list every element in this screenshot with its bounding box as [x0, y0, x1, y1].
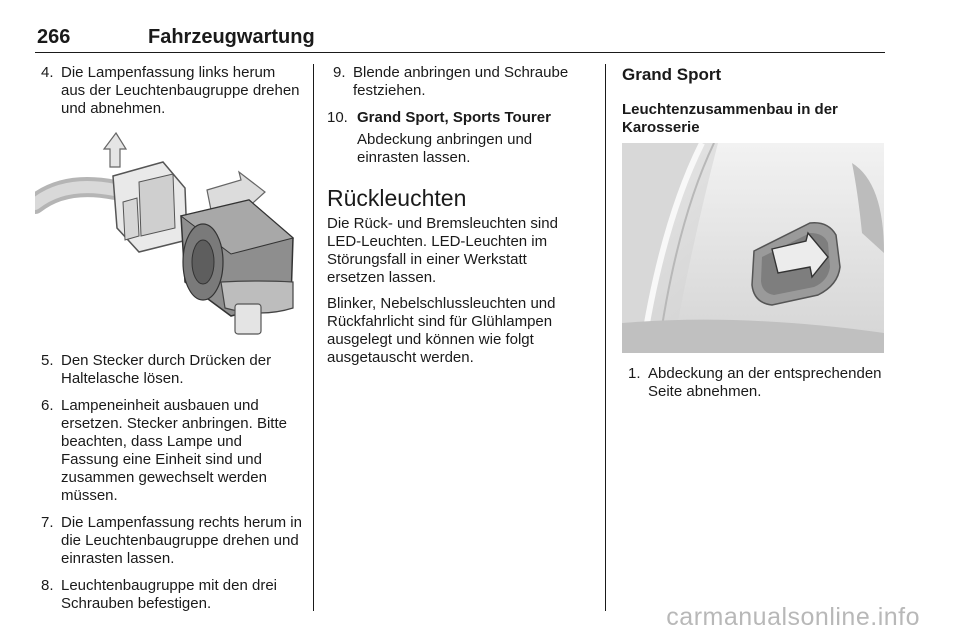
- step-text: Leuchtenbaugruppe mit den drei Schrauben befestigen.: [61, 577, 277, 612]
- column-middle: [327, 64, 585, 375]
- page-header: [35, 26, 885, 53]
- column-right: [622, 64, 884, 410]
- step-4: [35, 64, 303, 118]
- step-number: 6.: [41, 397, 54, 414]
- subsection-title: Grand Sport: [622, 65, 722, 84]
- step-number: 1.: [628, 365, 641, 382]
- step-text: Abdeckung anbringen und einrasten lassen.: [357, 131, 533, 166]
- column-divider: [605, 64, 606, 611]
- step-text: Die Lampenfassung links herum aus der Leuchtenbaugruppe drehen und abnehmen.: [61, 64, 300, 117]
- column-left: [35, 64, 303, 622]
- step-number: 8.: [41, 577, 54, 594]
- column-divider: [313, 64, 314, 611]
- step-8: [35, 577, 303, 613]
- step-number: 7.: [41, 514, 54, 531]
- step-number: 9.: [333, 64, 346, 81]
- step-number: 5.: [41, 352, 54, 369]
- step-text: Abdeckung an der entsprechenden Seite abnehmen.: [648, 365, 882, 400]
- chapter-title: Fahrzeugwartung: [148, 26, 315, 48]
- subsection-subtitle: Leuchtenzusammenbau in der Karosserie: [622, 101, 838, 136]
- page-number: 266: [37, 26, 71, 48]
- watermark: carmanualsonline.info: [666, 603, 920, 631]
- step-6: [35, 397, 303, 505]
- step-number: 4.: [41, 64, 54, 81]
- step-1: [622, 365, 884, 401]
- step-text: Den Stecker durch Drücken der Haltelasche lösen.: [61, 352, 272, 387]
- step-text: Lampeneinheit ausbauen und ersetzen. Stecker anbringen. Bitte beachten, dass Lampe und Fassung eine Einheit sind und zusammen gewechselt werden müssen.: [61, 397, 287, 504]
- step-variant-label: Grand Sport, Sports Tourer: [357, 109, 551, 126]
- step-number: 10.: [327, 109, 348, 126]
- paragraph: Blinker, Nebelschlussleuchten und Rückfahrlicht sind für Glühlampen ausgelegt und können wie folgt ausgetauscht werden.: [327, 295, 556, 366]
- step-5: [35, 352, 303, 388]
- bulb-socket-illustration: [35, 132, 297, 342]
- step-9: [327, 64, 585, 100]
- trunk-cover-illustration: [622, 143, 884, 353]
- step-text: Die Lampenfassung rechts herum in die Leuchtenbaugruppe drehen und einrasten lassen.: [61, 514, 302, 567]
- step-10: [327, 109, 585, 167]
- step-7: [35, 514, 303, 568]
- section-title: Rückleuchten: [327, 185, 467, 211]
- step-text: Blende anbringen und Schraube festziehen.: [353, 64, 569, 99]
- paragraph: Die Rück- und Bremsleuchten sind LED-Leuchten. LED-Leuchten im Störungsfall in einer Werkstatt ersetzen lassen.: [327, 215, 558, 286]
